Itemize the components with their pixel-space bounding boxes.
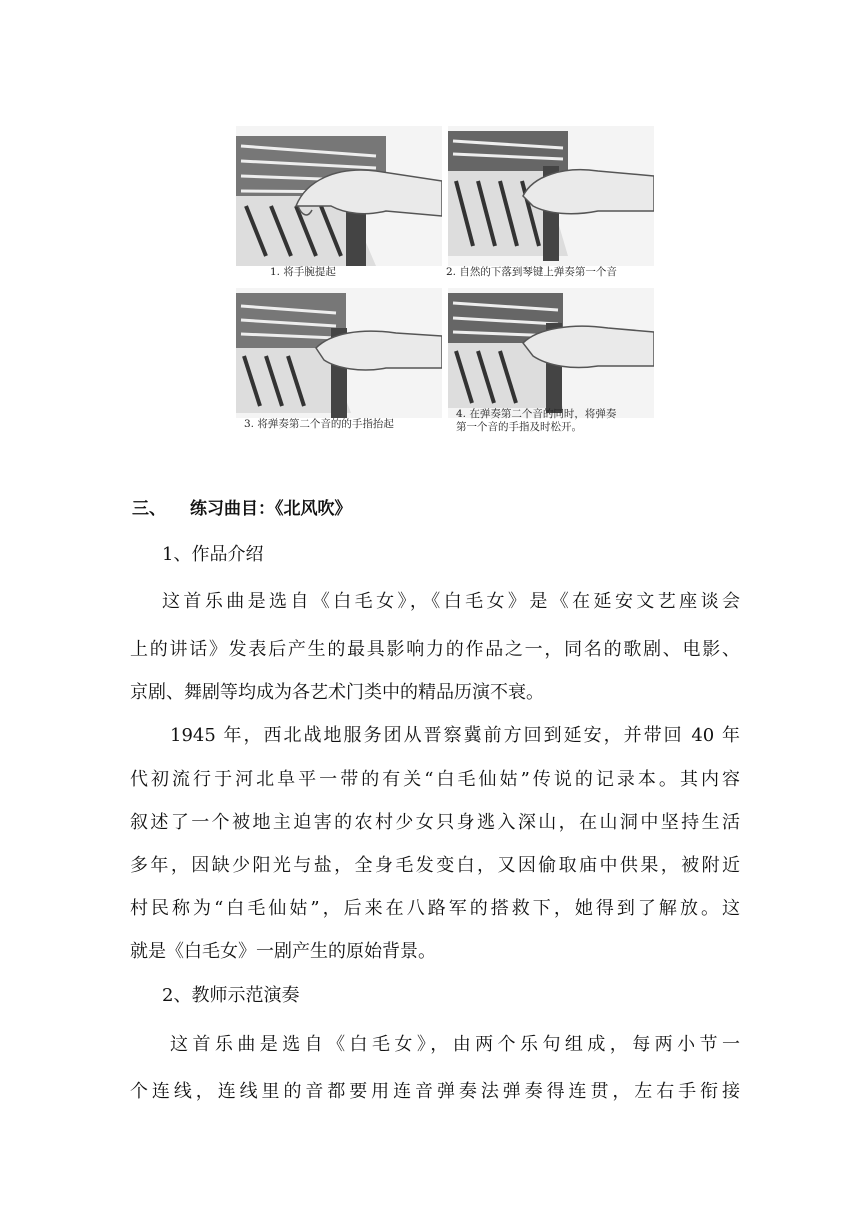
para2-line2: 代初流行于河北阜平一带的有关“白毛仙姑”传说的记录本。其内容 [130,769,740,790]
section-title: 练习曲目：《北风吹》 [190,499,352,519]
section-number: 三、 [132,499,166,519]
caption-4b: 第一个音的手指及时松开。 [456,421,582,433]
para2-line3: 叙述了一个被地主迫害的农村少女只身逃入深山，在山洞中坚持生活 [130,812,740,833]
para2-line6: 就是《白毛女》一剧产生的原始背景。 [130,941,436,962]
para3-line2: 个连线，连线里的音都要用连音弹奏法弹奏得连贯，左右手衔接 [130,1081,740,1102]
para2-line4: 多年，因缺少阳光与盐，全身毛发变白，又因偷取庙中供果，被附近 [130,855,740,876]
para2-line1: 1945 年，西北战地服务团从晋察冀前方回到延安，并带回 40 年 [170,725,740,746]
para1-line3: 京剧、舞剧等均成为各艺术门类中的精品历演不衰。 [130,682,544,703]
caption-4a: 4. 在弹奏第二个音的同时，将弹奏 [456,408,617,420]
caption-3: 3. 将弹奏第二个音的的手指抬起 [244,418,394,430]
para3-line1: 这首乐曲是选自《白毛女》，由两个乐句组成，每两小节一 [170,1034,740,1055]
caption-2: 2. 自然的下落到琴键上弹奏第一个音 [446,266,617,278]
subheading-demo: 2、教师示范演奏 [162,985,300,1006]
para1-line1: 这首乐曲是选自《白毛女》，《白毛女》是《在延安文艺座谈会 [162,591,740,612]
para2-line5: 村民称为“白毛仙姑”，后来在八路军的搭救下，她得到了解放。这 [130,898,740,919]
subheading-intro: 1、作品介绍 [162,544,264,565]
photo-wrist-lift [236,126,442,288]
photo-first-note [448,126,654,288]
para1-line2: 上的讲话》发表后产生的最具影响力的作品之一，同名的歌剧、电影、 [130,639,740,660]
piano-technique-figure [228,118,662,444]
caption-1: 1. 将手腕提起 [270,266,336,278]
